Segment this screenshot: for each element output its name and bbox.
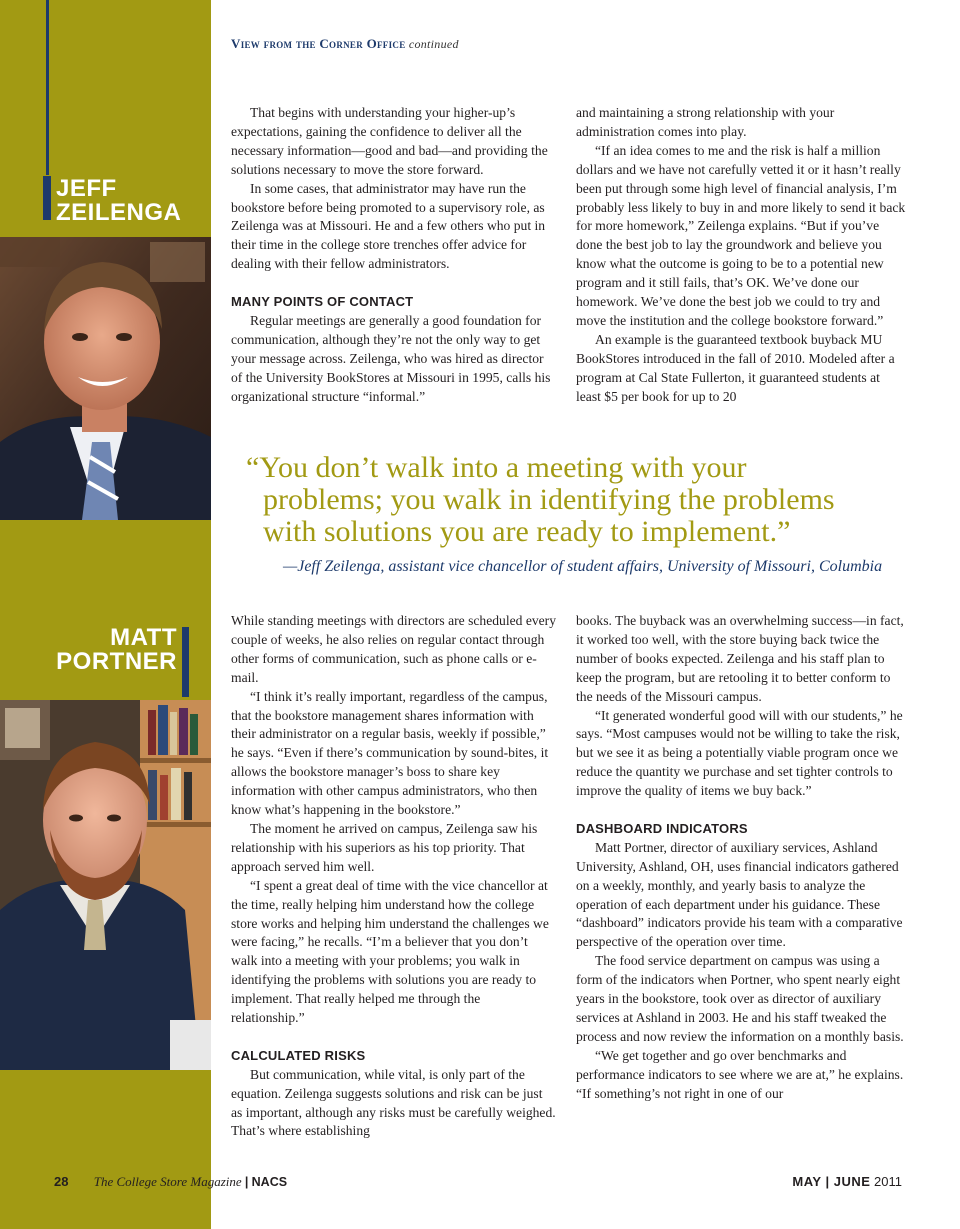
body-paragraph: The moment he arrived on campus, Zeilenga saw his relationship with his superiors as his top priority. That approach served him well. bbox=[231, 820, 538, 874]
paragraph-gap bbox=[231, 274, 557, 293]
body-paragraph: “We get together and go over benchmarks and performance indicators to see where we are at,” he explains. “If something’s not right in one of our bbox=[576, 1047, 904, 1101]
running-head-continued: continued bbox=[408, 37, 459, 51]
person2-first-name: MATT bbox=[110, 624, 177, 651]
paragraph-gap bbox=[231, 1028, 557, 1047]
pull-quote-attribution: —Jeff Zeilenga, assistant vice chancellor of student affairs, University of Missouri, Columbia bbox=[283, 558, 883, 575]
name-accent-bar bbox=[182, 627, 189, 697]
name-accent-bar bbox=[43, 176, 51, 220]
body-paragraph: “If an idea comes to me and the risk is half a million dollars and we have not carefully vetted it or it hasn’t really been put through some high level of financial analysis, I’m probably less likely to buy in and more likely to send it back for more homework,” Zeilenga explains. “But if you’ve done the best job to lay the groundwork and believe you know what the outcome is going to be to a potential new program and it still fails, that’s OK. We’ve done our homework. We’ve done the best job we could to try and move the institution and the college bookstore forward.” bbox=[576, 142, 906, 328]
person1-photo bbox=[0, 237, 211, 520]
magazine-title: The College Store Magazine bbox=[93, 1174, 242, 1189]
person2-last-name: PORTNER bbox=[56, 648, 177, 675]
person1-last-name: ZEILENGA bbox=[56, 199, 182, 226]
issue-date: MAY | JUNE bbox=[792, 1174, 871, 1189]
column-1-top bbox=[231, 104, 557, 406]
body-paragraph: and maintaining a strong relationship with your administration comes into play. bbox=[576, 105, 835, 139]
body-paragraph: “It generated wonderful good will with our students,” he says. “Most campuses would not be willing to take the risk, but we see it as being a potentially viable program once we reduce the quantity we purchase and set tighter controls to improve the quality of items we buy back.” bbox=[576, 707, 903, 799]
body-paragraph: But communication, while vital, is only part of the equation. Zeilenga suggests solutions and risk can be just as important, although any risks must be carefully weighed. That’s where establishing bbox=[231, 1066, 556, 1139]
body-paragraph: That begins with understanding your higher-up’s expectations, gaining the confidence to deliver all the necessary information—good and bad—and providing the solutions necessary to move the store forward. bbox=[231, 105, 548, 177]
org-name: NACS bbox=[251, 1175, 288, 1189]
footer-right bbox=[792, 1174, 902, 1189]
person2-name bbox=[40, 626, 177, 674]
body-paragraph: “I spent a great deal of time with the vice chancellor at the time, really helping him understand how the college store works and helping him understand the challenges we were facing,” he recalls. “I’m a believer that you don’t walk into a meeting with your problems; you walk in identifying the problems with solutions you are ready to implement. That really helped me through the relationship.” bbox=[231, 877, 549, 1026]
paragraph-gap bbox=[576, 801, 906, 820]
person2-photo bbox=[0, 700, 211, 1070]
pull-quote-line-3: with solutions you are ready to implement.” bbox=[263, 515, 791, 548]
body-paragraph: An example is the guaranteed textbook buyback MU BookStores introduced in the fall of 2010. Modeled after a program at Cal State Fullerton, it guaranteed students at least $5 per book for up to 20 bbox=[576, 331, 895, 404]
footer-left bbox=[54, 1174, 287, 1190]
section-heading: DASHBOARD INDICATORS bbox=[576, 820, 748, 836]
person1-first-name: JEFF bbox=[56, 175, 117, 202]
body-paragraph: While standing meetings with directors are scheduled every couple of weeks, he also relies on regular contact through other forms of communication, such as phone calls or e-mail. bbox=[231, 613, 557, 685]
body-paragraph: Matt Portner, director of auxiliary services, Ashland University, Ashland, OH, uses financial indicators gathered on a weekly, monthly, and yearly basis to analyze the operation of each department under his guidance. These “dashboard” indicators provide his team with a comparative perspective of the operation over time. bbox=[576, 839, 903, 950]
pull-quote-line-2: problems; you walk in identifying the problems bbox=[263, 483, 835, 516]
body-paragraph: “I think it’s really important, regardless of the campus, that the bookstore management shares information with their administrator on a regular basis, weekly if possible,” he says. “Even if there’s communication by sound-bites, it allows the bookstore manager’s boss to share key information with other campus administrators, who then know what’s happening in the bookstore.” bbox=[231, 688, 549, 818]
column-2-top bbox=[576, 104, 906, 407]
issue-year: 2011 bbox=[874, 1174, 902, 1189]
body-paragraph: Regular meetings are generally a good foundation for communication, although they’re not the only way to get your message across. Zeilenga, who was hired as director of the University BookStores at Missouri in 1995, calls his organizational structure “informal.” bbox=[231, 312, 551, 404]
column-2-bottom bbox=[576, 612, 906, 1104]
person1-name bbox=[56, 177, 181, 225]
pull-quote bbox=[246, 452, 906, 548]
sidebar-rule bbox=[46, 0, 49, 175]
body-paragraph: In some cases, that administrator may have run the bookstore before being promoted to a supervisory role, as Zeilenga was at Missouri. He and a few others who put in their time in the college store trenches offer advice for dealing with their fellow administrators. bbox=[231, 180, 546, 272]
page-number: 28 bbox=[54, 1174, 69, 1189]
running-head-section: View from the Corner Office bbox=[231, 36, 406, 51]
footer-separator: | bbox=[244, 1175, 249, 1189]
pull-quote-line-1: “You don’t walk into a meeting with your bbox=[246, 451, 747, 484]
section-heading: MANY POINTS OF CONTACT bbox=[231, 294, 414, 310]
body-paragraph: The food service department on campus was using a form of the indicators when Portner, who spent nearly eight years in the bookstore, took over as director of auxiliary services at Ashland in 2003. He and his staff tweaked the process and now review the information on a monthly basis. bbox=[576, 953, 904, 1044]
column-1-bottom bbox=[231, 612, 557, 1141]
running-head bbox=[231, 36, 459, 52]
section-heading: CALCULATED RISKS bbox=[231, 1047, 366, 1063]
body-paragraph: books. The buyback was an overwhelming success—in fact, it worked too well, with the store buying back twice the number of books expected. Zeilenga and his staff plan to keep the program, but are retooling it to better conform to the needs of the Missouri campus. bbox=[576, 613, 904, 704]
